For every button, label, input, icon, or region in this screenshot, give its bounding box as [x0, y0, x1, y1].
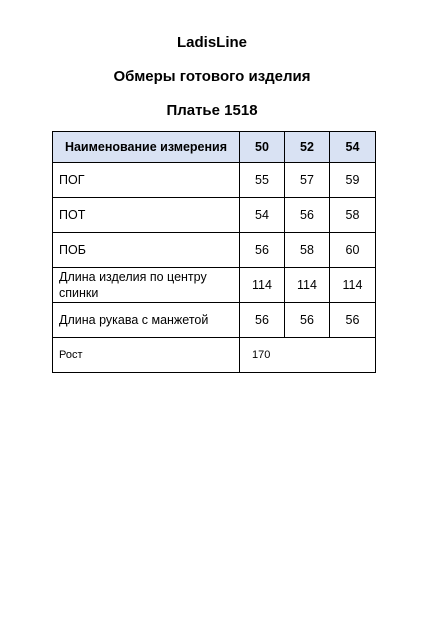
measurements-table: [52, 131, 376, 373]
measurement-value: 54: [240, 198, 285, 233]
table-row-rost: [53, 338, 376, 373]
column-header-name: Наименование измерения: [53, 132, 240, 163]
rost-value: 170: [240, 338, 376, 373]
column-header-size: 52: [285, 132, 330, 163]
measurement-value: 56: [240, 303, 285, 338]
document-subtitle: Обмеры готового изделия: [113, 68, 311, 85]
measurement-name: Длина изделия по центру спинки: [53, 268, 240, 303]
table-row: [53, 268, 376, 303]
table-row: [53, 233, 376, 268]
measurement-name: ПОГ: [53, 163, 240, 198]
measurement-value: 114: [240, 268, 285, 303]
model-title: Платье 1518: [166, 102, 258, 119]
measurement-name: ПОТ: [53, 198, 240, 233]
table-row: [53, 163, 376, 198]
measurement-value: 58: [330, 198, 376, 233]
measurement-value: 56: [330, 303, 376, 338]
table-header-row: [53, 132, 376, 163]
measurement-value: 59: [330, 163, 376, 198]
measurement-value: 55: [240, 163, 285, 198]
rost-label: Рост: [53, 338, 240, 373]
measurement-name: ПОБ: [53, 233, 240, 268]
table-row: [53, 303, 376, 338]
measurement-value: 56: [285, 303, 330, 338]
measurement-value: 114: [330, 268, 376, 303]
measurement-name: Длина рукава с манжетой: [53, 303, 240, 338]
measurement-value: 60: [330, 233, 376, 268]
measurement-value: 56: [240, 233, 285, 268]
measurement-value: 56: [285, 198, 330, 233]
brand-title: LadisLine: [176, 34, 247, 51]
measurement-value: 114: [285, 268, 330, 303]
table-row: [53, 198, 376, 233]
measurement-value: 58: [285, 233, 330, 268]
measurement-value: 57: [285, 163, 330, 198]
column-header-size: 50: [240, 132, 285, 163]
column-header-size: 54: [330, 132, 376, 163]
